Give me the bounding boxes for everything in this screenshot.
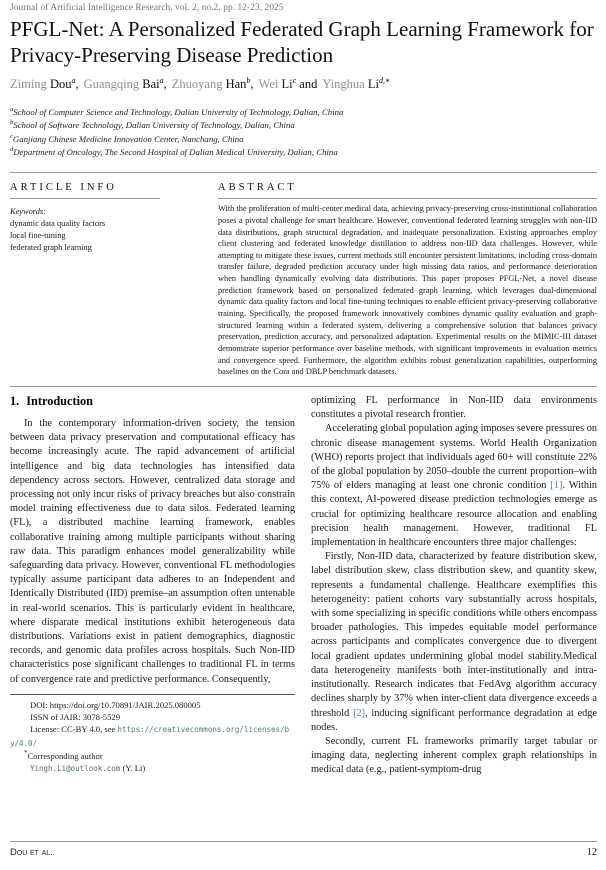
- author-first-name: Ziming: [10, 77, 50, 91]
- affiliation-list: [10, 106, 597, 159]
- affiliation-text: School of Computer Science and Technology, Dalian University of Technology, Dalian, China: [13, 107, 344, 117]
- author-wei-li: [259, 77, 323, 91]
- affiliation-a: [10, 106, 597, 119]
- author-last-name: Dou: [49, 77, 72, 91]
- author-separator: ,: [75, 77, 79, 91]
- body-paragraph: [311, 550, 597, 735]
- license-url-link[interactable]: https://creativecommons.org/licenses/by/4.0/: [10, 725, 290, 748]
- author-affiliation-sup: c: [292, 75, 297, 85]
- article-info-heading: ARTICLE INFO: [10, 182, 117, 194]
- author-affiliation-sup: d,∗: [378, 75, 391, 85]
- author-last-name: Han: [225, 77, 247, 91]
- page-footer: [10, 841, 597, 858]
- paragraph-text: . Within this context, AI-powered disease prediction technologies emerge as crucial for optimizing healthcare resource allocation and enabling precision health management. However, traditional FL implementation in healthcare encounters three major challenges:: [311, 480, 597, 549]
- affiliation-text: Department of Oncology, The Second Hospital of Dalian Medical University, Dalian, China: [13, 146, 338, 157]
- running-authors: Dou et al.: [10, 847, 53, 858]
- body-paragraph: [311, 422, 597, 550]
- author-first-name: Zhuoyang: [171, 77, 226, 91]
- info-abstract-section: [10, 180, 597, 378]
- author-zhuoyang-han: [172, 77, 259, 91]
- license-label: License: CC-BY 4.0, see: [30, 724, 118, 735]
- keyword-item: local fine-tuning: [10, 230, 66, 240]
- email-owner: (Y. Li): [120, 763, 146, 774]
- header-divider: [10, 172, 597, 173]
- abstract-body-divider: [10, 386, 597, 387]
- right-column: [311, 394, 597, 777]
- issn-line: ISSN of JAIR: 3078-5529: [30, 712, 120, 723]
- affiliation-sup: b: [10, 119, 14, 127]
- doi-line[interactable]: DOI: https://doi.org/10.70891/JAIR.2025.080005: [30, 699, 201, 710]
- body-columns: [10, 394, 597, 777]
- abstract-heading: ABSTRACT: [218, 182, 297, 194]
- paragraph-text: Accelerating global population aging imposes severe pressures on chronic disease management systems. World Health Organization (WHO) reports project that individuals aged 60+ will constitute 22% of the global population by 2050–double the current proportion–with 75% of elders managing at least one chronic condition: [311, 423, 597, 492]
- article-info-column: [10, 180, 195, 378]
- page-number: 12: [586, 847, 597, 858]
- journal-header: Journal of Artificial Intelligence Research, vol. 2, no.2, pp. 12-23, 2025: [10, 3, 284, 13]
- article-info-rule: [10, 198, 160, 199]
- affiliation-text: School of Software Technology, Dalian University of Technology, Dalian, China: [13, 120, 295, 131]
- body-paragraph: optimizing FL performance in Non-IID data environments constitutes a pivotal research frontier.: [311, 395, 597, 421]
- author-first-name: Wei: [258, 77, 282, 91]
- body-paragraph: Secondly, current FL frameworks primarily target tabular or imaging data, neglecting inherent complex graph relationships in medical data (e.g., patient-symptom-drug: [311, 735, 597, 776]
- license-line: [10, 723, 295, 750]
- abstract-text: With the proliferation of multi-center medical data, achieving privacy-preserving cross-institutional collaboration poses a pivotal challenge for smart healthcare. However, conventional federated learning struggles with non-IID data distributions, graph structural degradation, and inadequate personalization. Existing approaches employ client clustering and federated knowledge distillation to address non-IID data challenges. However, while attempting to mitigate these issues, current methods still encounter persistent limitations, including cross-domain transfer failure, degraded prediction accuracy under high missing data ratios, and performance deterioration when handling dynamically evolving data distributions. This paper proposes PFGL-Net, a novel disease prediction framework based on personalized federated graph learning, which leverages dual-dimensional dynamic data quality factors and local fine-tuning techniques to enable efficient privacy-preserving collaborative training. Specifically, the proposed framework innovatively combines dynamic quality evaluation and graph-structured learning within a federated system, delivering a comprehensive solution that balances privacy preservation, prediction accuracy, and personalized adaptation. Experimental results on the MIMIC-III dataset demonstrate superior performance over baseline methods, with significant improvements in evaluation metrics and convergence speed. Furthermore, the algorithm exhibits robust generalization capabilities, outperforming baselines on the Cora and DBLP benchmark datasets.: [218, 204, 597, 377]
- author-first-name: Yinghua: [322, 77, 368, 91]
- author-last-name: Li: [281, 77, 293, 91]
- keyword-item: dynamic data quality factors: [10, 218, 106, 228]
- author-last-name: Bai: [142, 77, 160, 91]
- abstract-column: [218, 180, 597, 378]
- citation-ref-2[interactable]: [2]: [353, 707, 366, 719]
- corresponding-author-line: [10, 750, 295, 762]
- affiliation-b: [10, 119, 597, 132]
- paper-title: PFGL-Net: A Personalized Federated Graph Learning Framework for Privacy-Preserving Disease Prediction: [10, 17, 594, 67]
- author-separator: and: [296, 77, 318, 91]
- footer-row: [10, 847, 597, 858]
- author-line: [10, 77, 597, 92]
- citation-ref-1[interactable]: [1]: [550, 480, 563, 492]
- footnote-rule: [10, 694, 295, 695]
- author-first-name: Guangqing: [83, 77, 143, 91]
- author-separator: ,: [250, 77, 254, 91]
- email-line: [10, 762, 295, 775]
- author-yinghua-li: [322, 77, 390, 91]
- affiliation-c: [10, 133, 597, 146]
- abstract-rule: [218, 198, 597, 199]
- author-separator: ,: [163, 77, 167, 91]
- left-column: [10, 394, 295, 777]
- author-affiliation-sup: b: [246, 75, 251, 85]
- section-heading-introduction: [10, 394, 295, 409]
- affiliation-sup: a: [10, 106, 14, 114]
- paragraph-text: Firstly, Non-IID data, characterized by feature distribution skew, label distribution skew, class distribution skew, and quantity skew, represents a fundamental challenge. Healthcare exemplifies this heterogeneity: patient cohorts vary substantially across hospitals, with some specializing in specific conditions while others encompass broader pathologies. This impedes equitable model performance across participants and complicates convergence due to divergent local gradient updates undermining global model stability.Medical data heterogeneity manifests both inter-institutionally and intra-institutionally. Research indicates that FedAvg algorithm accuracy declines sharply by 37% when inter-client data divergence exceeds a threshold: [311, 551, 597, 719]
- corresponding-text: Corresponding author: [27, 751, 103, 762]
- author-affiliation-sup: a: [159, 75, 164, 85]
- affiliation-d: [10, 146, 597, 159]
- section-number: 1.: [10, 394, 20, 409]
- intro-paragraph: In the contemporary information-driven society, the tension between data privacy preservation and computational efficacy has become increasingly acute. The rapid advancement of artificial intelligence and big data technologies has intensified data dependency across sectors. However, centralized data storage and processing not only incur risks of privacy breaches but also constrain model training effectiveness due to data silos. Federated learning (FL), a distributed machine learning framework, enables collaborative training among multiple participants without sharing raw data. This paradigm enhances model generalizability while safeguarding data privacy. However, conventional FL methodologies typically assume participant data adheres to an Independent and Identically Distributed (IID) premise–an assumption often untenable in real-world scenarios. This is particularly evident in healthcare, where disparate medical institutions exhibit heterogeneous data distributions. Variations exist in patient demographics, diagnostic records, and genomic data profiles across hospitals. Such Non-IID characteristics pose significant challenges to traditional FL in terms of convergence rate and predictive performance. Consequently,: [10, 418, 295, 685]
- keyword-item: federated graph learning: [10, 242, 92, 252]
- footer-divider: [10, 841, 597, 842]
- author-last-name: Li: [367, 77, 379, 91]
- paragraph-text: , inducing significant performance degradation at edge nodes.: [311, 707, 598, 733]
- section-title: Introduction: [26, 394, 93, 409]
- author-ziming-dou: [10, 77, 84, 91]
- affiliation-text: Ganjiang Chinese Medicine Innovation Center, Nanchang, China: [12, 133, 244, 144]
- footnote-block: [10, 694, 295, 776]
- author-affiliation-sup: a: [71, 75, 76, 85]
- author-guangqing-bai: [84, 77, 172, 91]
- affiliation-sup: d: [10, 145, 14, 153]
- affiliation-sup: c: [10, 132, 13, 140]
- corresponding-star: *: [24, 749, 28, 758]
- email-link[interactable]: Yingh.Li@outlook.com: [30, 764, 121, 774]
- keywords-label: Keywords:: [10, 207, 46, 217]
